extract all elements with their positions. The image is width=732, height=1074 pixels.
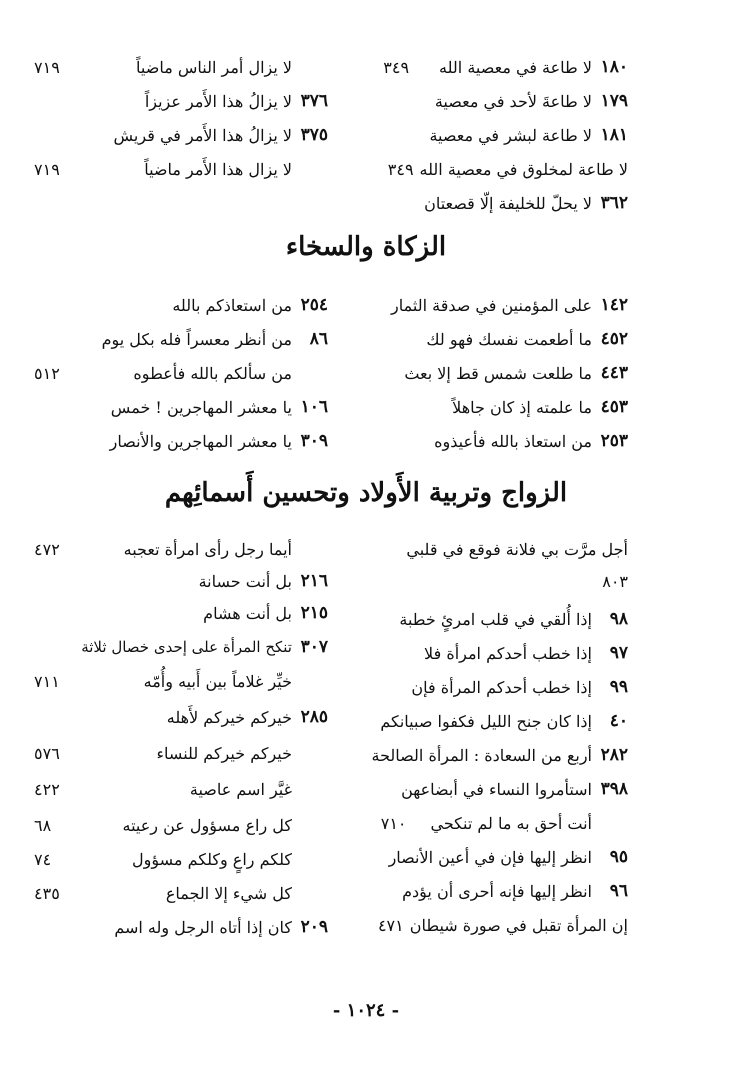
list-item <box>328 638 628 668</box>
entry-text: إذا خطب أحدكم امرأة فلا <box>424 643 592 663</box>
entry-text: انظر إليها فإن في أعين الأنصار <box>388 847 592 867</box>
entry-page-ref: ٧١٩ <box>34 57 60 77</box>
list-item <box>28 154 328 184</box>
entry-number: ٤٥٢ <box>600 329 628 349</box>
entry-text: لا يحلّ للخليفة إلّا قصعتان <box>424 193 592 213</box>
entry-text: كلكم راعٍ وكلكم مسؤول <box>132 849 292 869</box>
list-item <box>28 86 328 116</box>
entry-number: ٣٧٥ <box>300 125 328 145</box>
list-item <box>28 844 328 874</box>
entry-text: أربع من السعادة : المرأة الصالحة <box>371 745 592 765</box>
list-item <box>328 910 628 940</box>
entry-text: إذا كان جنح الليل فكفوا صبيانكم <box>380 711 592 731</box>
entry-text: استأمروا النساء في أبضاعهن <box>401 779 592 799</box>
entry-page-ref: ٤٣٥ <box>34 883 60 903</box>
list-item <box>28 358 328 388</box>
entry-page-ref: ٧٤ <box>34 849 52 869</box>
entry-number: ٢٥٣ <box>600 431 628 451</box>
entry-text: غيَّر اسم عاصية <box>189 779 292 799</box>
entry-text: على المؤمنين في صدقة الثمار <box>391 295 592 315</box>
entry-text: انظر إليها فإنه أحرى أن يؤدم <box>402 881 592 901</box>
list-item <box>328 358 628 388</box>
list-item <box>328 774 628 804</box>
list-item <box>328 566 628 596</box>
entry-text: لا طاعة لمخلوق في معصية الله <box>419 159 628 179</box>
entry-number: ٩٩ <box>609 677 628 697</box>
entry-number: ٣٩٨ <box>600 779 628 799</box>
list-item <box>328 426 628 456</box>
entry-text: لا يزالُ هذا الأَمر في قريش <box>113 125 292 145</box>
entry-text: لا طاعةَ لأحد في معصية <box>434 91 592 111</box>
list-item <box>28 738 328 768</box>
list-item <box>328 290 628 320</box>
entry-text: تنكح المرأة على إحدى خصال ثلاثة <box>81 638 292 656</box>
list-item <box>328 842 628 872</box>
list-item <box>28 774 328 804</box>
entry-text: ما طلعت شمس قط إلا بعث <box>404 363 592 383</box>
entry-text: إذا أُلقي في قلب امرئٍ خطبة <box>399 609 592 629</box>
list-item <box>28 632 328 662</box>
entry-text: لا يزالُ هذا الأَمر عزيزاً <box>144 91 292 111</box>
entry-text: ما أطعمت نفسك فهو لك <box>426 329 592 349</box>
list-item <box>28 666 328 696</box>
list-item <box>328 120 628 150</box>
entry-page-ref: ٦٨ <box>34 815 52 835</box>
list-item <box>28 810 328 840</box>
entry-number: ٣٧٦ <box>300 91 328 111</box>
entry-number: ١٨١ <box>600 125 628 145</box>
list-item <box>328 706 628 736</box>
entry-text: من استعاذ بالله فأعيذوه <box>434 431 592 451</box>
list-item <box>28 426 328 456</box>
list-item <box>328 154 628 184</box>
entry-number: ٤٤٣ <box>600 363 628 383</box>
entry-text: بل أنت هشام <box>203 603 292 623</box>
entry-page-ref: ٧١١ <box>34 671 60 691</box>
entry-text: أنت أحق به ما لم تنكحي <box>430 813 592 833</box>
entry-text: من أنظر معسراً فله بكل يوم <box>101 329 292 349</box>
entry-text: يا معشر المهاجرين ! خمس <box>110 397 292 417</box>
list-item <box>328 188 628 218</box>
entry-text: ما علمته إذ كان جاهلاً <box>452 397 592 417</box>
list-item <box>328 86 628 116</box>
entry-text: لا طاعة في معصية الله <box>439 57 592 77</box>
section-heading-marriage: الزواج وتربية الأَولاد وتحسين أَسمائِهم <box>164 478 568 508</box>
entry-text: بل أنت حسانة <box>198 571 292 591</box>
list-item <box>28 324 328 354</box>
list-item <box>28 392 328 422</box>
list-item <box>28 566 328 596</box>
entry-text: أيما رجل رأى امرأة تعجبه <box>123 539 292 559</box>
page-number: - ١٠٢٤ - <box>332 1000 400 1021</box>
entry-text: من استعاذكم بالله <box>172 295 292 315</box>
entry-page-ref: ٨٠٣ <box>602 571 628 591</box>
entry-number: ٤٠ <box>609 711 628 731</box>
entry-number: ٣٦٢ <box>600 193 628 213</box>
list-item <box>28 120 328 150</box>
entry-text: خيركم خيركم للنساء <box>156 743 292 763</box>
list-item <box>28 878 328 908</box>
entry-text: كل شيء إلا الجماع <box>165 883 292 903</box>
entry-number: ٢١٦ <box>300 571 328 591</box>
list-item <box>328 392 628 422</box>
entry-page-ref: ٤٧١ <box>377 915 404 935</box>
entry-text: كل راع مسؤول عن رعيته <box>122 815 292 835</box>
list-item <box>28 534 328 564</box>
entry-text: إذا خطب أحدكم المرأة فإن <box>411 677 592 697</box>
entry-text: لا طاعة لبشر في معصية <box>429 125 592 145</box>
entry-number: ٩٥ <box>609 847 628 867</box>
entry-number: ٢٨٢ <box>600 745 628 765</box>
list-item <box>28 290 328 320</box>
entry-number: ٣٠٩ <box>300 431 328 451</box>
list-item <box>328 52 628 82</box>
entry-text: إن المرأة تقبل في صورة شيطان <box>409 915 628 935</box>
entry-text: لا يزال أمر الناس ماضياً <box>136 57 292 77</box>
entry-number: ٩٨ <box>609 609 628 629</box>
entry-text: يا معشر المهاجرين والأنصار <box>109 431 292 451</box>
entry-number: ٢١٥ <box>300 603 328 623</box>
entry-number: ٢٥٤ <box>300 295 328 315</box>
entry-number: ٩٦ <box>609 881 628 901</box>
entry-number: ١٧٩ <box>600 91 628 111</box>
list-item <box>28 702 328 732</box>
entry-page-ref: ٧١٠ <box>380 813 407 833</box>
entry-number: ٢٠٩ <box>300 917 328 937</box>
list-item <box>28 52 328 82</box>
entry-number: ١٤٢ <box>600 295 628 315</box>
entry-page-ref: ٣٤٩ <box>387 159 414 179</box>
entry-text: من سألكم بالله فأعطوه <box>133 363 292 383</box>
entry-page-ref: ٤٧٢ <box>34 539 60 559</box>
entry-page-ref: ٤٢٢ <box>34 779 60 799</box>
list-item <box>328 534 628 564</box>
entry-text: خيركم خيركم لأَهله <box>166 707 292 727</box>
entry-number: ٩٧ <box>609 643 628 663</box>
list-item <box>328 808 628 838</box>
entry-number: ٢٨٥ <box>300 707 328 727</box>
entry-number: ٨٦ <box>309 329 328 349</box>
list-item <box>328 740 628 770</box>
entry-text: خيِّر غلاماً بين أَبيه وأُمّه <box>143 671 292 691</box>
entry-text: لا يزال هذا الأَمر ماضياً <box>144 159 292 179</box>
list-item <box>328 672 628 702</box>
entry-page-ref: ٥١٢ <box>34 363 60 383</box>
list-item <box>328 324 628 354</box>
section-heading-zakat: الزكاة والسخاء <box>285 232 447 262</box>
list-item <box>28 598 328 628</box>
entry-page-ref: ٧١٩ <box>34 159 60 179</box>
list-item <box>328 876 628 906</box>
entry-page-ref: ٥٧٦ <box>34 743 60 763</box>
entry-text: كان إذا أتاه الرجل وله اسم <box>114 917 292 937</box>
list-item <box>28 912 328 942</box>
entry-number: ١٨٠ <box>600 57 628 77</box>
entry-number: ١٠٦ <box>300 397 328 417</box>
entry-number: ٤٥٣ <box>600 397 628 417</box>
list-item <box>328 604 628 634</box>
entry-text: أجل مرَّت بي فلانة فوقع في قلبي <box>406 539 628 559</box>
entry-number: ٣٠٧ <box>300 637 328 657</box>
entry-page-ref: ٣٤٩ <box>383 57 410 77</box>
